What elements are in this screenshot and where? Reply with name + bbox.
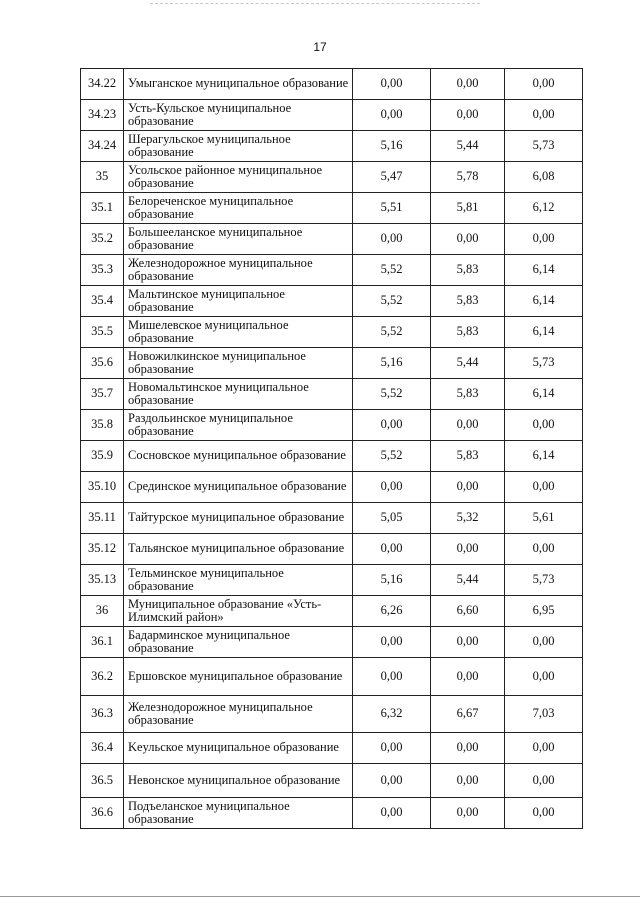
municipality-name: Ершовское муниципальное образование (124, 658, 353, 696)
municipality-name: Усть-Кульское муниципальное образование (124, 100, 353, 131)
value-col-2: 5,44 (431, 565, 505, 596)
value-col-1: 6,32 (353, 696, 431, 733)
value-col-1: 5,16 (353, 348, 431, 379)
value-col-1: 5,51 (353, 193, 431, 224)
value-col-2: 0,00 (431, 733, 505, 764)
value-col-1: 0,00 (353, 764, 431, 798)
table-row (81, 379, 583, 410)
value-col-2: 5,83 (431, 441, 505, 472)
row-number: 34.23 (81, 100, 124, 131)
row-number: 35 (81, 162, 124, 193)
row-number: 34.22 (81, 69, 124, 100)
municipality-name: Раздольинское муниципальное образование (124, 410, 353, 441)
value-col-1: 0,00 (353, 798, 431, 829)
row-number: 36.3 (81, 696, 124, 733)
top-scan-rule (150, 3, 480, 4)
municipality-name: Муниципальное образование «Усть-Илимский район» (124, 596, 353, 627)
table-row (81, 565, 583, 596)
row-number: 35.12 (81, 534, 124, 565)
row-number: 35.8 (81, 410, 124, 441)
municipality-name: Большееланское муниципальное образование (124, 224, 353, 255)
row-number: 35.4 (81, 286, 124, 317)
value-col-2: 0,00 (431, 534, 505, 565)
table-row (81, 596, 583, 627)
value-col-3: 0,00 (505, 69, 583, 100)
table-body (81, 69, 583, 829)
value-col-3: 0,00 (505, 627, 583, 658)
value-col-2: 5,83 (431, 255, 505, 286)
value-col-1: 0,00 (353, 224, 431, 255)
table-row (81, 733, 583, 764)
row-number: 35.5 (81, 317, 124, 348)
value-col-3: 6,14 (505, 379, 583, 410)
value-col-3: 6,14 (505, 441, 583, 472)
municipality-name: Шерагульское муниципальное образование (124, 131, 353, 162)
municipality-name: Срединское муниципальное образование (124, 472, 353, 503)
value-col-3: 0,00 (505, 534, 583, 565)
value-col-2: 0,00 (431, 658, 505, 696)
table-row (81, 162, 583, 193)
value-col-3: 6,95 (505, 596, 583, 627)
value-col-3: 5,61 (505, 503, 583, 534)
value-col-2: 5,83 (431, 317, 505, 348)
table-row (81, 658, 583, 696)
row-number: 36.6 (81, 798, 124, 829)
municipality-name: Железнодорожное муниципальное образование (124, 696, 353, 733)
value-col-2: 5,44 (431, 131, 505, 162)
value-col-3: 6,14 (505, 255, 583, 286)
value-col-2: 0,00 (431, 69, 505, 100)
value-col-2: 0,00 (431, 410, 505, 441)
value-col-2: 6,67 (431, 696, 505, 733)
page-number: 17 (313, 40, 327, 54)
value-col-3: 0,00 (505, 798, 583, 829)
value-col-3: 6,14 (505, 286, 583, 317)
value-col-3: 5,73 (505, 131, 583, 162)
value-col-1: 0,00 (353, 627, 431, 658)
municipality-name: Тайтурское муниципальное образование (124, 503, 353, 534)
value-col-2: 5,78 (431, 162, 505, 193)
value-col-1: 0,00 (353, 472, 431, 503)
table-row (81, 224, 583, 255)
value-col-1: 0,00 (353, 100, 431, 131)
table-row (81, 348, 583, 379)
value-col-1: 5,52 (353, 441, 431, 472)
value-col-1: 5,47 (353, 162, 431, 193)
value-col-1: 0,00 (353, 410, 431, 441)
data-table (80, 68, 583, 829)
municipality-name: Мальтинское муниципальное образование (124, 286, 353, 317)
table-row (81, 503, 583, 534)
value-col-3: 5,73 (505, 565, 583, 596)
value-col-3: 6,14 (505, 317, 583, 348)
row-number: 35.2 (81, 224, 124, 255)
municipality-name: Тельминское муниципальное образование (124, 565, 353, 596)
table-row (81, 317, 583, 348)
value-col-2: 0,00 (431, 224, 505, 255)
value-col-1: 5,52 (353, 317, 431, 348)
row-number: 36.4 (81, 733, 124, 764)
value-col-2: 5,44 (431, 348, 505, 379)
value-col-2: 5,83 (431, 286, 505, 317)
row-number: 35.11 (81, 503, 124, 534)
value-col-3: 6,12 (505, 193, 583, 224)
value-col-1: 5,52 (353, 379, 431, 410)
value-col-3: 0,00 (505, 733, 583, 764)
value-col-3: 0,00 (505, 764, 583, 798)
value-col-2: 5,32 (431, 503, 505, 534)
municipality-name: Невонское муниципальное образование (124, 764, 353, 798)
municipality-name: Мишелевское муниципальное образование (124, 317, 353, 348)
row-number: 36.5 (81, 764, 124, 798)
value-col-3: 0,00 (505, 472, 583, 503)
table-row (81, 627, 583, 658)
table-row (81, 69, 583, 100)
value-col-1: 6,26 (353, 596, 431, 627)
row-number: 35.6 (81, 348, 124, 379)
row-number: 35.13 (81, 565, 124, 596)
value-col-2: 5,81 (431, 193, 505, 224)
table-row (81, 798, 583, 829)
table-row (81, 131, 583, 162)
municipality-name: Новожилкинское муниципальное образование (124, 348, 353, 379)
value-col-1: 0,00 (353, 534, 431, 565)
bottom-scan-rule (0, 896, 640, 897)
value-col-2: 6,60 (431, 596, 505, 627)
value-col-2: 0,00 (431, 100, 505, 131)
value-col-2: 0,00 (431, 798, 505, 829)
municipality-name: Тальянское муниципальное образование (124, 534, 353, 565)
municipality-name: Усольское районное муниципальное образование (124, 162, 353, 193)
value-col-2: 0,00 (431, 627, 505, 658)
value-col-1: 0,00 (353, 69, 431, 100)
table-row (81, 193, 583, 224)
value-col-1: 5,16 (353, 131, 431, 162)
municipality-name: Сосновское муниципальное образование (124, 441, 353, 472)
municipality-name: Keульское муниципальное образование (124, 733, 353, 764)
value-col-2: 0,00 (431, 472, 505, 503)
municipality-name: Железнодорожное муниципальное образование (124, 255, 353, 286)
value-col-1: 5,52 (353, 286, 431, 317)
municipality-name: Подъеланское муниципальное образование (124, 798, 353, 829)
value-col-3: 6,08 (505, 162, 583, 193)
value-col-3: 0,00 (505, 224, 583, 255)
value-col-1: 5,16 (353, 565, 431, 596)
table-row (81, 696, 583, 733)
municipality-name: Белореченское муниципальное образование (124, 193, 353, 224)
row-number: 35.9 (81, 441, 124, 472)
row-number: 35.3 (81, 255, 124, 286)
value-col-3: 0,00 (505, 410, 583, 441)
value-col-1: 0,00 (353, 658, 431, 696)
row-number: 34.24 (81, 131, 124, 162)
municipality-name: Новомальтинское муниципальное образование (124, 379, 353, 410)
row-number: 36.2 (81, 658, 124, 696)
value-col-3: 7,03 (505, 696, 583, 733)
value-col-1: 0,00 (353, 733, 431, 764)
value-col-3: 0,00 (505, 100, 583, 131)
row-number: 35.7 (81, 379, 124, 410)
table-row (81, 472, 583, 503)
table-row (81, 255, 583, 286)
value-col-3: 5,73 (505, 348, 583, 379)
value-col-1: 5,52 (353, 255, 431, 286)
table-row (81, 534, 583, 565)
value-col-2: 0,00 (431, 764, 505, 798)
table-row (81, 764, 583, 798)
value-col-3: 0,00 (505, 658, 583, 696)
table-row (81, 286, 583, 317)
table-row (81, 410, 583, 441)
table-row (81, 441, 583, 472)
municipality-name: Бадарминское муниципальное образование (124, 627, 353, 658)
value-col-1: 5,05 (353, 503, 431, 534)
row-number: 35.10 (81, 472, 124, 503)
table-row (81, 100, 583, 131)
value-col-2: 5,83 (431, 379, 505, 410)
row-number: 35.1 (81, 193, 124, 224)
row-number: 36 (81, 596, 124, 627)
municipality-name: Умыганское муниципальное образование (124, 69, 353, 100)
row-number: 36.1 (81, 627, 124, 658)
